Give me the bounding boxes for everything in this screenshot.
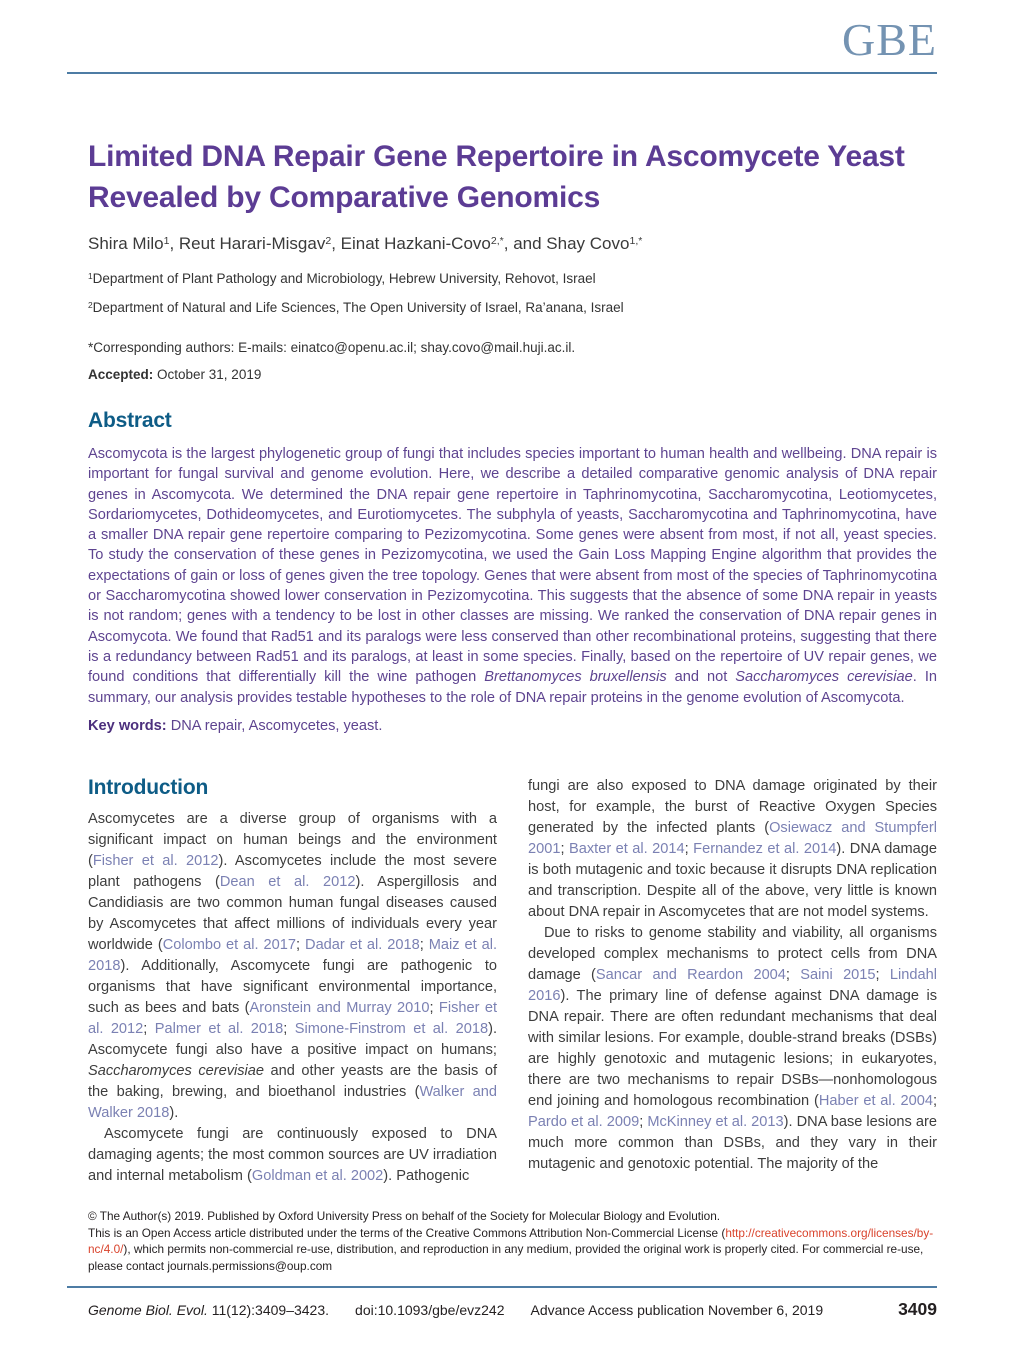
text-segment: Brettanomyces bruxellensis (484, 669, 667, 686)
citation-link[interactable]: Walker and Walker 2018 (88, 1083, 497, 1121)
license-url-link[interactable]: http://creativecommons.org/licenses/by-nc/4.0/ (88, 1225, 934, 1256)
license-line (88, 1225, 940, 1275)
citation-link[interactable]: Saini 2015 (800, 966, 876, 983)
text-segment: 2,* (490, 234, 504, 247)
text-segment: , and Shay Covo (503, 234, 630, 253)
text-segment: ; (143, 1020, 155, 1037)
citation-link[interactable]: Fisher et al. 2012 (88, 999, 498, 1037)
copyright-line: © The Author(s) 2019. Published by Oxford University Press on behalf of the Society for Molecular Biology and Evolution. (88, 1209, 721, 1223)
text-segment: fungi are also exposed to DNA damage originated by their host, for example, the burst of Reactive Oxygen Species generated by the infected plants ( (528, 777, 937, 836)
text-segment: ; (560, 840, 569, 857)
text-segment: Shira Milo (88, 234, 164, 253)
affiliations (88, 265, 937, 323)
text-segment: Ascomycetes are a diverse group of organisms with a significant impact on human beings and the environment ( (88, 810, 497, 869)
footer-rule (67, 1286, 937, 1288)
text-segment: , Einat Hazkani-Covo (331, 234, 491, 253)
citation-link[interactable]: Baxter et al. 2014 (569, 840, 685, 857)
affiliation-2 (88, 294, 937, 323)
text-segment: Ascomycete fungi are continuously exposed to DNA damaging agents; the most common sources are UV irradiation and internal metabolism ( (88, 1125, 497, 1184)
text-segment: ). DNA base lesions are much more common than DSBs, and they vary in their mutagenic and genotoxic potential. The majority of the (528, 1113, 938, 1172)
text-segment: ; (296, 936, 306, 953)
text-segment: ; (283, 1020, 295, 1037)
text-segment: ). The primary line of defense against DNA damage is DNA repair. There are often redundant mechanisms that deal with similar lesions. For example, double-strand breaks (DSBs) are highly genotoxic and mutagenic lesions; in eukaryotes, there are two mechanisms to repair DSBs—nonhomologous end joining and homologous recombination ( (528, 987, 937, 1109)
article-title-line2: Revealed by Comparative Genomics (88, 181, 601, 214)
citation-link[interactable]: Sancar and Reardon 2004 (595, 966, 786, 983)
text-segment: and other yeasts are the basis of the baking, brewing, and bioethanol industries ( (88, 1062, 497, 1100)
text-segment: Saccharomyces cerevisiae (735, 669, 913, 686)
citation-link[interactable]: Fisher et al. 2012 (92, 852, 219, 869)
text-segment: . In summary, our analysis provides testable hypotheses to the role of DNA repair proteins in the genome evolution of Ascomycota. (88, 669, 938, 706)
text-segment: Saccharomyces cerevisiae (88, 1062, 265, 1079)
citation-link[interactable]: Dadar et al. 2018 (305, 936, 420, 953)
corresponding-authors: *Corresponding authors: E-mails: einatco@openu.ac.il; shay.covo@mail.huji.ac.il. (88, 340, 576, 355)
citation-link[interactable]: Simone-Finstrom et al. 2018 (294, 1020, 489, 1037)
intro-paragraph-1 (88, 809, 497, 1124)
citation-link[interactable]: Dean et al. 2012 (219, 873, 356, 890)
text-segment: Due to risks to genome stability and viability, all organisms developed complex mechanisms to protect cells from DNA damage ( (528, 924, 937, 983)
text-segment: This is an Open Access article distributed under the terms of the Creative Commons Attribution Non-Commercial License ( (88, 1225, 726, 1240)
citation-link[interactable]: Aronstein and Murray 2010 (249, 999, 430, 1016)
text-segment: Ascomycota is the largest phylogenetic group of fungi that includes species important to human health and wellbeing. DNA repair is important for fungal survival and genome evolution. Here, we describe a detailed comparative genomic analysis of DNA repair genes in Ascomycota. We determined the DNA repair gene repertoire in Taphrinomycotina, Saccharomycotina, Leotiomycetes, Sordariomycetes, Dothideomycetes, and Eurotiomycetes. The subphyla of yeasts, Saccharomycotina and Taphrinomycotina, have a smaller DNA repair gene repertoire comparing to Pezizomycotina. Some genes were absent from most, if not all, yeast species. To study the conservation of these genes in Pezizomycotina, we used the Gain Loss Mapping Engine algorithm that provides the expectations of gain or loss of genes given the tree topology. Genes that were absent from most of the species of Taphrinomycotina or Saccharomycotina showed lower conservation in Pezizomycotina. This suggests that the absence of some DNA repair in yeasts is not random; genes with a tendency to be lost in other classes are missing. We ranked the conservation of DNA repair genes in Ascomycota. We found that Rad51 and its paralogs were less conserved than other recombinational proteins, suggesting that there is a redundancy between Rad51 and its paralogs, at least in some species. Finally, based on the repertoire of UV repair genes, we found conditions that differentially kill the wine pathogen (88, 446, 937, 686)
keywords-value: DNA repair, Ascomycetes, yeast. (166, 717, 383, 734)
abstract-heading: Abstract (88, 409, 172, 432)
journal-citation-line (88, 1299, 937, 1320)
text-segment: ; (639, 1113, 648, 1130)
journal-citation (88, 1302, 329, 1318)
text-segment: ), which permits non-commercial re-use, distribution, and reproduction in any medium, provided the original work is properly cited. For commercial re-use, please contact journals.permissions@oup.com (88, 1242, 924, 1273)
text-segment: 2 (88, 299, 93, 310)
journal-name: Genome Biol. Evol. (88, 1302, 208, 1318)
masthead (0, 0, 1020, 66)
doi-text: doi:10.1093/gbe/evz242 (355, 1302, 505, 1318)
text-segment: Department of Natural and Life Sciences, The Open University of Israel, Ra’anana, Israel (92, 300, 624, 315)
text-segment: 1 (88, 270, 93, 281)
column-right (528, 776, 937, 1187)
introduction-section (88, 776, 937, 1187)
intro-paragraph-2-continued (528, 776, 937, 923)
abstract-text (88, 444, 937, 708)
citation-link[interactable]: Maiz et al. 2018 (88, 936, 498, 974)
citation-link[interactable]: Lindahl 2016 (528, 966, 937, 1004)
text-segment: and not (666, 669, 736, 686)
article-title-line1: Limited DNA Repair Gene Repertoire in Ascomycete Yeast (88, 140, 905, 173)
masthead-rule (67, 72, 937, 74)
citation-link[interactable]: McKinney et al. 2013 (647, 1113, 784, 1130)
citation-link[interactable]: Fernandez et al. 2014 (693, 840, 837, 857)
text-segment: ). DNA damage is both mutagenic and toxic because it disrupts DNA replication and transcription. Despite all of the above, very little is known about DNA repair in Ascomycetes that are not model systems. (528, 840, 938, 920)
journal-logo-gbe: GBE (842, 14, 937, 65)
affiliation-1 (88, 265, 937, 294)
citation-link[interactable]: Haber et al. 2004 (818, 1092, 933, 1109)
citation-link[interactable]: Palmer et al. 2018 (154, 1020, 284, 1037)
text-segment: ; (419, 936, 429, 953)
text-segment: ). (169, 1104, 179, 1121)
text-segment: Department of Plant Pathology and Microbiology, Hebrew University, Rehovot, Israel (92, 271, 596, 286)
copyright-block (88, 1208, 940, 1274)
citation-link[interactable]: Osiewacz and Stumpferl 2001 (528, 819, 938, 857)
text-segment: 1,* (629, 234, 643, 247)
article-title (88, 136, 937, 218)
citation-link[interactable]: Colombo et al. 2017 (162, 936, 297, 953)
text-segment: ; (875, 966, 890, 983)
keywords-label: Key words: (88, 717, 167, 734)
author-list (88, 234, 937, 254)
citation-link[interactable]: Goldman et al. 2002 (251, 1167, 384, 1184)
citation-link[interactable]: Pardo et al. 2009 (528, 1113, 640, 1130)
text-segment: ; (932, 1092, 937, 1109)
text-segment: 2 (325, 234, 332, 247)
column-left (88, 776, 497, 1187)
text-segment: ; (429, 999, 439, 1016)
text-segment: ; (684, 840, 694, 857)
text-segment: ). Ascomycete fungi also have a positive impact on humans; (88, 1020, 498, 1058)
volume-pages: 11(12):3409–3423. (207, 1302, 330, 1318)
intro-paragraph-3 (528, 923, 937, 1175)
page-number: 3409 (898, 1299, 937, 1319)
text-segment: , Reut Harari-Misgav (169, 234, 326, 253)
two-column-layout (88, 776, 937, 1187)
keywords-line (88, 718, 937, 734)
text-segment: ; (785, 966, 801, 983)
text-segment: ). Pathogenic (383, 1167, 470, 1184)
accepted-value: October 31, 2019 (153, 367, 262, 382)
advance-access-text: Advance Access publication November 6, 2019 (530, 1302, 824, 1318)
accepted-date (88, 367, 937, 382)
text-segment: ). Ascomycetes include the most severe plant pathogens ( (88, 852, 498, 890)
accepted-label: Accepted: (88, 367, 154, 382)
text-segment: ). Aspergillosis and Candidiasis are two common human fungal diseases caused by Ascomycetes that affect millions of individuals every year worldwide ( (88, 873, 497, 953)
intro-paragraph-2 (88, 1124, 497, 1187)
text-segment: 1 (163, 234, 170, 247)
text-segment: ). Additionally, Ascomycete fungi are pathogenic to organisms that have significant environmental importance, such as bees and bats ( (88, 957, 497, 1016)
introduction-heading: Introduction (88, 775, 209, 799)
